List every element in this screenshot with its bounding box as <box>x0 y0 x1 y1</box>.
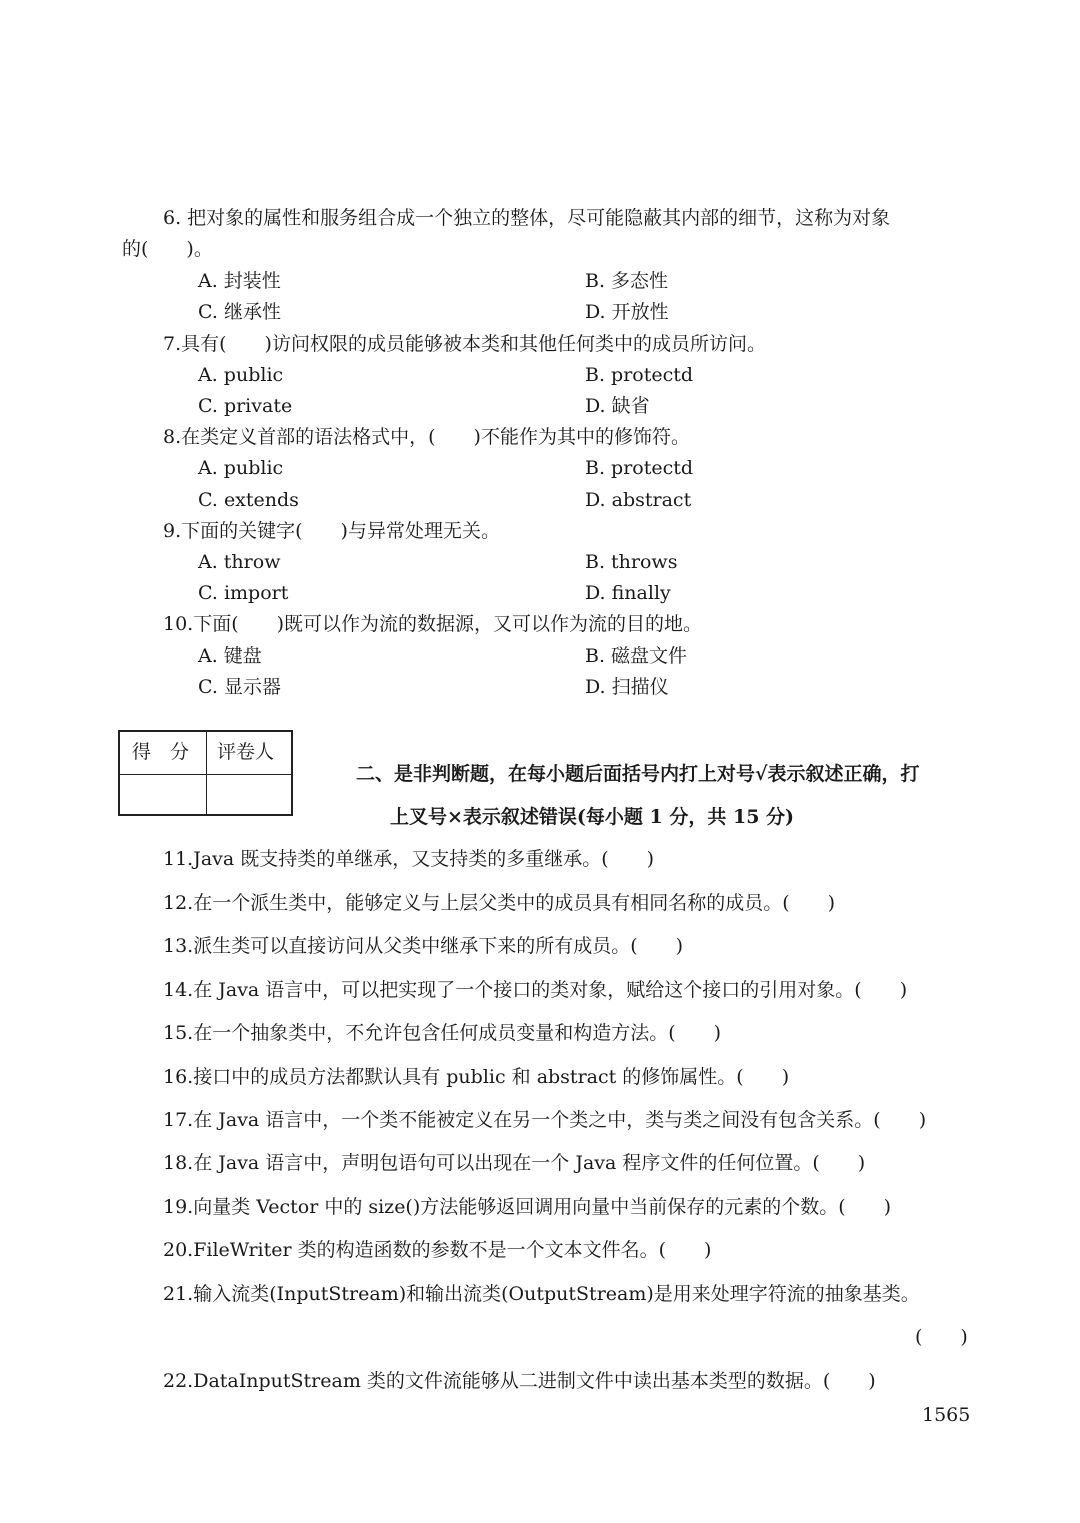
question-8-stem: 8.在类定义首部的语法格式中，( )不能作为其中的修饰符。 <box>163 426 690 448</box>
question-6-option-c: C. 继承性 <box>198 301 281 323</box>
question-6-option-b: B. 多态性 <box>585 270 669 292</box>
question-7-stem: 7.具有( )访问权限的成员能够被本类和其他任何类中的成员所访问。 <box>163 333 766 355</box>
question-16: 16.接口中的成员方法都默认具有 public 和 abstract 的修饰属性。( ) <box>163 1066 790 1088</box>
score-grader-table <box>118 730 293 816</box>
page-number: 1565 <box>922 1404 971 1426</box>
question-10-option-b: B. 磁盘文件 <box>585 645 688 667</box>
question-6-stem-continued: 的( )。 <box>122 238 213 260</box>
question-6-option-a: A. 封装性 <box>198 270 281 292</box>
question-7-option-d: D. 缺省 <box>585 395 650 417</box>
question-9-option-d: D. finally <box>585 582 671 604</box>
question-10-option-a: A. 键盘 <box>198 645 262 667</box>
question-15: 15.在一个抽象类中，不允许包含任何成员变量和构造方法。( ) <box>163 1022 722 1044</box>
question-9-option-a: A. throw <box>198 551 281 573</box>
question-6-stem: 6. 把对象的属性和服务组合成一个独立的整体，尽可能隐蔽其内部的细节，这称为对象 <box>163 207 891 229</box>
question-8-option-d: D. abstract <box>585 489 692 511</box>
question-22: 22.DataInputStream 类的文件流能够从二进制文件中读出基本类型的数据。( ) <box>163 1370 876 1392</box>
question-8-option-a: A. public <box>198 457 284 479</box>
question-6-option-d: D. 开放性 <box>585 301 669 323</box>
grader-label: 评卷人 <box>217 741 275 763</box>
question-18: 18.在 Java 语言中，声明包语句可以出现在一个 Java 程序文件的任何位置。( ) <box>163 1152 866 1174</box>
question-21-answer-bracket: ( ) <box>915 1326 968 1348</box>
question-10-option-d: D. 扫描仪 <box>585 676 669 698</box>
question-21: 21.输入流类(InputStream)和输出流类(OutputStream)是用来处理字符流的抽象基类。 <box>163 1283 920 1305</box>
question-9-option-b: B. throws <box>585 551 678 573</box>
question-20: 20.FileWriter 类的构造函数的参数不是一个文本文件名。( ) <box>163 1239 712 1261</box>
question-10-option-c: C. 显示器 <box>198 676 281 698</box>
question-19: 19.向量类 Vector 中的 size()方法能够返回调用向量中当前保存的元素的个数。( ) <box>163 1196 892 1218</box>
question-12: 12.在一个派生类中，能够定义与上层父类中的成员具有相同名称的成员。( ) <box>163 892 836 914</box>
question-9-stem: 9.下面的关键字( )与异常处理无关。 <box>163 520 500 542</box>
question-8-option-b: B. protectd <box>585 457 694 479</box>
question-7-option-c: C. private <box>198 395 293 417</box>
question-7-option-a: A. public <box>198 364 284 386</box>
question-7-option-b: B. protectd <box>585 364 694 386</box>
question-8-option-c: C. extends <box>198 489 299 511</box>
score-entry-cell[interactable] <box>120 775 205 816</box>
question-17: 17.在 Java 语言中，一个类不能被定义在另一个类之中，类与类之间没有包含关系。( ) <box>163 1109 927 1131</box>
section-2-heading: 二、是非判断题，在每小题后面括号内打上对号√表示叙述正确，打 <box>356 763 920 785</box>
question-9-option-c: C. import <box>198 582 289 604</box>
score-label: 得 分 <box>132 741 190 763</box>
section-2-heading-continued: 上叉号×表示叙述错误(每小题 1 分，共 15 分) <box>390 806 795 828</box>
question-11: 11.Java 既支持类的单继承，又支持类的多重继承。( ) <box>163 848 655 870</box>
question-13: 13.派生类可以直接访问从父类中继承下来的所有成员。( ) <box>163 935 684 957</box>
grader-entry-cell[interactable] <box>207 775 293 816</box>
question-14: 14.在 Java 语言中，可以把实现了一个接口的类对象，赋给这个接口的引用对象。( ) <box>163 979 908 1001</box>
question-10-stem: 10.下面( )既可以作为流的数据源，又可以作为流的目的地。 <box>163 613 703 635</box>
